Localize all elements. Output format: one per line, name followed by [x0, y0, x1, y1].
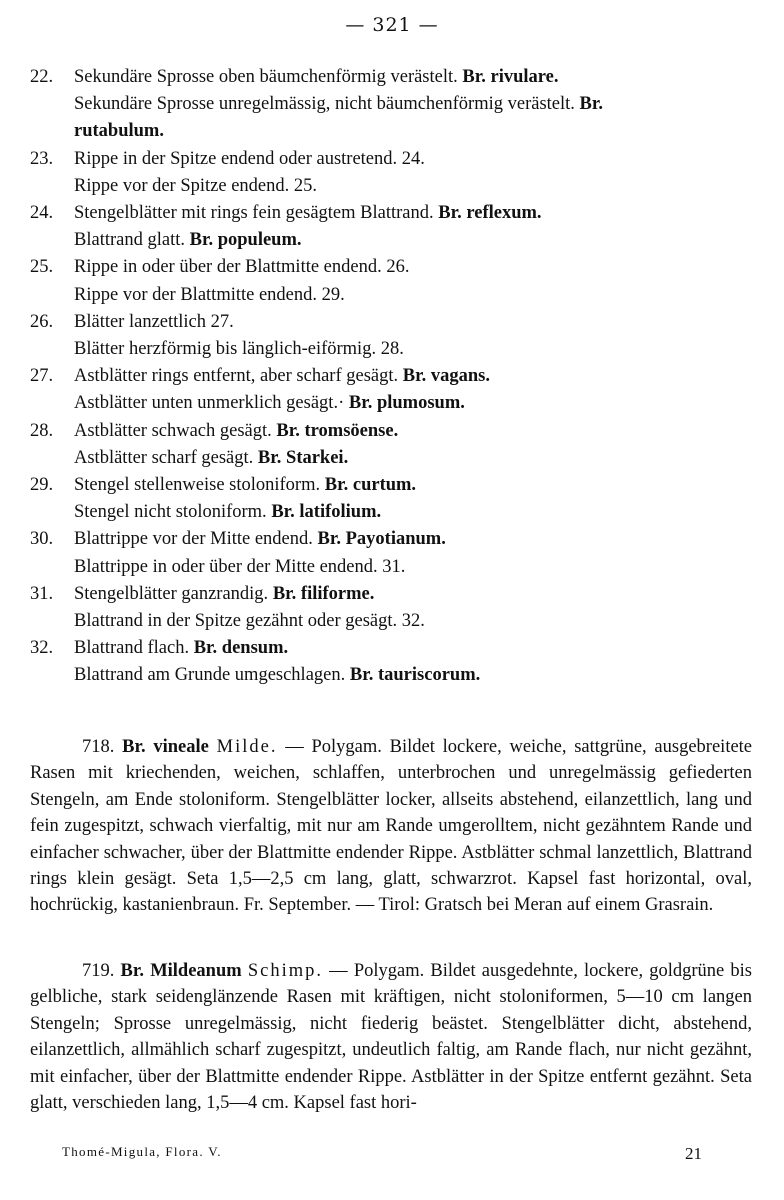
key-line-text: Blattrand flach.: [74, 638, 190, 659]
key-line-text: Blattrippe in oder über der Mitte endend. 31.: [74, 556, 406, 577]
key-species-name: Br. latifolium.: [271, 502, 382, 523]
entry-number: 718.: [82, 737, 115, 757]
key-number: 22.: [30, 67, 54, 87]
key-line-text: Blattrand glatt.: [74, 230, 185, 251]
key-line: [74, 254, 760, 281]
key-item: [30, 635, 760, 689]
key-line: [74, 526, 760, 553]
entry-text: — Polygam. Bildet lockere, weiche, sattgrüne, ausgebreitete Rasen mit kriechenden, weichen, schlaffen, unterbrochen und unregelmässig gefiederten Stengeln, am Ende stoloniform. Stengelblätter locker, allseits abstehend, eilanzettlich, lang und fein zugespitzt, schwach vierfaltig, mit nur am Rande umgerolltem, nicht gezähntem Rande und einfacher schwacher, über der Blattmitte endender Rippe. Astblätter schmal lanzettlich, Blattrand rings klein gesägt. Seta 1,5—2,5 cm lang, glatt, schwarzrot. Kapsel fast horizontal, oval, hochrückig, kastanienbraun. Fr. September. — Tirol: Gratsch bei Meran auf einem Grasrain.: [30, 737, 753, 916]
key-line-text: Stengel nicht stoloniform.: [74, 502, 267, 523]
key-line-text: Blätter lanzettlich 27.: [74, 311, 234, 332]
key-line-text: Sekundäre Sprosse unregelmässig, nicht bäumchenförmig verästelt.: [74, 94, 575, 115]
key-line-text: Sekundäre Sprosse oben bäumchenförmig verästelt.: [74, 67, 458, 87]
key-line: [74, 363, 760, 390]
determination-key: [30, 64, 760, 690]
key-item: [30, 418, 760, 472]
key-species-name: Br. tauriscorum.: [349, 665, 481, 686]
key-line: [74, 173, 760, 200]
key-species-name: Br. populeum.: [189, 230, 302, 251]
species-entry-718: [30, 734, 752, 919]
key-line: [74, 200, 760, 227]
key-line-text: Astblätter rings entfernt, aber scharf gesägt.: [74, 366, 399, 387]
key-line: [74, 118, 760, 145]
key-item: [30, 526, 760, 580]
key-line-text: Blätter herzförmig bis länglich-eiförmig. 28.: [74, 339, 404, 360]
key-line-text: Stengelblätter ganzrandig.: [74, 583, 269, 604]
key-line: [74, 282, 760, 309]
key-line: [74, 227, 760, 254]
key-line: [74, 635, 760, 662]
key-line-text: Blattrand am Grunde umgeschlagen.: [74, 665, 346, 686]
key-species-name: Br. vagans.: [402, 366, 490, 387]
key-line-text: Stengel stellenweise stoloniform.: [74, 475, 321, 496]
key-line: [74, 91, 760, 118]
key-line-text: Rippe in oder über der Blattmitte endend. 26.: [74, 257, 410, 278]
key-item: [30, 472, 760, 526]
key-species-name: Br. plumosum.: [348, 393, 465, 414]
key-number: 30.: [30, 529, 54, 550]
key-line: [74, 146, 760, 173]
signature-mark: 21: [685, 1144, 702, 1163]
entry-text: — Polygam. Bildet ausgedehnte, lockere, goldgrüne bis gelbliche, stark seidenglänzende Rasen mit kräftigen, nicht stoloniformen, 5—10 cm langen Stengeln; Sprosse unregelmässig, nicht fiederig beästet. Stengelblätter dicht, abstehend, eilanzettlich, allmählich scharf zugespitzt, undeutlich faltig, am Rande flach, nur nicht gezähnt, mit einfacher, über der Blattmitte endender Rippe. Astblätter in der Spitze entfernt gezähnt. Seta glatt, verschieden lang, 1,5—4 cm. Kapsel fast hori-: [30, 961, 753, 1114]
key-line-text: Astblätter schwach gesägt.: [74, 420, 272, 441]
key-line-text: Rippe in der Spitze endend oder austretend. 24.: [74, 148, 425, 169]
key-line-text: Rippe vor der Blattmitte endend. 29.: [74, 284, 345, 305]
key-species-name: Br. reflexum.: [438, 203, 542, 224]
key-line: [74, 64, 760, 91]
key-line-text: Rippe vor der Spitze endend. 25.: [74, 175, 318, 196]
key-number: 25.: [30, 257, 54, 278]
key-number: 23.: [30, 148, 54, 169]
key-item: [30, 64, 760, 146]
key-species-name: Br. Starkei.: [257, 447, 349, 468]
key-species-name: Br. Payotianum.: [317, 529, 446, 550]
species-name: Br. vineale: [122, 737, 209, 757]
key-line: [74, 472, 760, 499]
key-item: [30, 146, 760, 200]
page-number: — 321 —: [345, 14, 439, 36]
key-item: [30, 200, 760, 254]
key-line: [74, 499, 760, 526]
key-number: 28.: [30, 420, 54, 441]
key-item: [30, 254, 760, 308]
key-line-text: Astblätter unten unmerklich gesägt.·: [74, 393, 345, 414]
key-species-name: Br.: [579, 94, 604, 115]
key-line: [74, 336, 760, 363]
key-number: 24.: [30, 203, 54, 224]
key-line: [74, 418, 760, 445]
key-line-text: Blattrippe vor der Mitte endend.: [74, 529, 313, 550]
species-author: Milde.: [216, 737, 278, 757]
key-line: [74, 581, 760, 608]
species-entry-719: [30, 958, 752, 1116]
key-line-text: Stengelblätter mit rings fein gesägtem Blattrand.: [74, 203, 434, 224]
key-species-name: Br. filiforme.: [272, 583, 375, 604]
key-number: 32.: [30, 638, 54, 659]
footer-source: Thomé-Migula, Flora. V.: [62, 1144, 222, 1159]
key-species-name: Br. curtum.: [324, 475, 417, 496]
key-line: [74, 445, 760, 472]
key-line: [74, 554, 760, 581]
key-species-name: Br. tromsöense.: [276, 420, 399, 441]
key-number: 29.: [30, 475, 54, 496]
key-line-text: Astblätter scharf gesägt.: [74, 447, 254, 468]
key-species-name: Br. densum.: [193, 638, 289, 659]
species-author: Schimp.: [247, 961, 323, 981]
page-footer: [62, 1144, 702, 1163]
key-line: [74, 608, 760, 635]
key-line-text: Blattrand in der Spitze gezähnt oder gesägt. 32.: [74, 611, 425, 632]
key-line: [74, 390, 760, 417]
key-item: [30, 363, 760, 417]
species-name: Br. Mildeanum: [120, 961, 242, 981]
key-item: [30, 309, 760, 363]
key-number: 31.: [30, 583, 54, 604]
key-number: 27.: [30, 366, 54, 387]
entry-number: 719.: [82, 961, 115, 981]
key-species-name: rutabulum.: [74, 121, 164, 142]
key-line: [74, 309, 760, 336]
key-number: 26.: [30, 311, 54, 332]
key-species-name: Br. rivulare.: [462, 67, 559, 87]
key-line: [74, 662, 760, 689]
key-item: [30, 581, 760, 635]
